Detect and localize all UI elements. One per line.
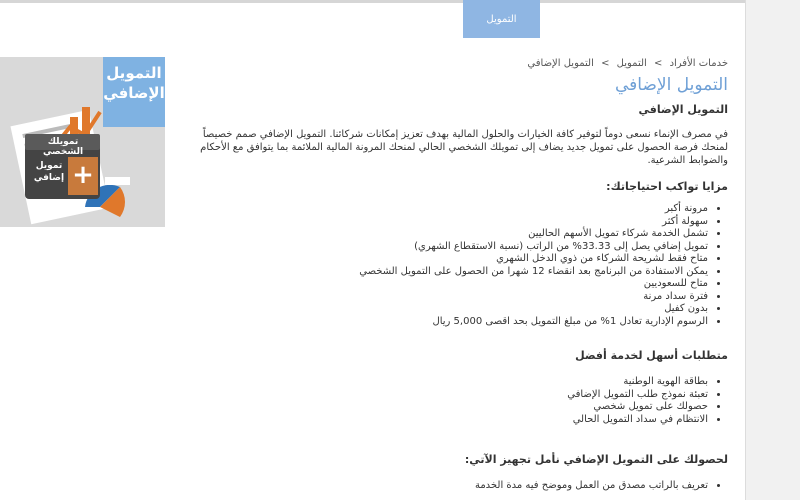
breadcrumb-item-individual-services[interactable]: خدمات الأفراد [669,58,728,69]
banner-card-label-line2: إضافي [33,173,65,183]
breadcrumb-item-current: التمويل الإضافي [527,58,594,69]
list-item: • تعريف بالراتب مصدق من العمل وموضح فيه مدة الخدمة [178,480,708,493]
requirements-heading: متطلبات أسهل لخدمة أفضل [575,349,728,362]
list-item: • تعبئة نموذج طلب التمويل الإضافي [178,389,708,402]
list-item: • فترة سداد مرنة [178,291,708,304]
banner-title-line1: التمويل [106,64,162,82]
top-border [0,0,745,3]
nav-tab-label: التمويل [486,13,517,25]
features-list [178,203,728,328]
breadcrumb-separator: > [601,58,610,69]
banner-card-label-line1: تمويل [35,161,63,171]
promo-banner [0,57,165,227]
intro-heading: التمويل الإضافي [638,103,728,116]
plus-icon: + [72,160,94,190]
list-item: • سهولة أكثر [178,216,708,229]
list-item: • مرونة أكبر [178,203,708,216]
list-item: • الانتظام في سداد التمويل الحالي [178,414,708,427]
banner-title-line2: الإضافي [103,84,165,102]
banner-card-label [30,160,68,184]
page-title: التمويل الإضافي [615,75,728,95]
breadcrumb-item-financing[interactable]: التمويل [616,58,647,69]
breadcrumb-separator: > [653,58,663,69]
banner-title [103,57,165,127]
breadcrumb [178,57,728,71]
list-item: • تمويل إضافي يصل إلى 33.33% من الراتب (نسبة الاستقطاع الشهري) [178,241,708,254]
list-item: • حصولك على تمويل شخصي [178,401,708,414]
list-item: • بدون كفيل [178,303,708,316]
list-item: • يمكن الاستفادة من البرنامج بعد انقضاء 12 شهرا من الحصول على التمويل الشخصي [178,266,708,279]
documents-list [178,480,728,493]
list-item: • متاح فقط لشريحة الشركاء من ذوي الدخل الشهري [178,253,708,266]
page-margin [745,0,800,500]
list-item: • تشمل الخدمة شركاء تمويل الأسهم الحاليين [178,228,708,241]
nav-tab-financing[interactable] [463,0,540,38]
documents-heading: لحصولك على التمويل الإضافي نأمل تجهيز الآتي: [464,453,728,466]
list-item: • متاح للسعوديين [178,278,708,291]
requirements-list [178,376,728,426]
banner-card-top-text: تمويلك الشخصي [42,137,84,157]
main-content [178,57,728,493]
intro-text: في مصرف الإنماء نسعى دوماً لتوفير كافة الخيارات والحلول المالية بهدف تعزيز إمكانات شركائنا. التمويل الإضافي صمم خصيصاً لمنحك فرصة الحصول على تمويل جديد يضاف إلى تمويلك الشخصي الحالي لمنحك المرونة المالية الملائمة بما يتوافق مع الأحكام والضوابط الشرعية. [200,129,728,166]
list-item: • الرسوم الإدارية تعادل 1% من مبلغ التمويل بحد اقصى 5,000 ريال [178,316,708,329]
list-item: • بطاقة الهوية الوطنية [178,376,708,389]
features-heading: مزايا تواكب احتياجاتك: [606,180,728,193]
